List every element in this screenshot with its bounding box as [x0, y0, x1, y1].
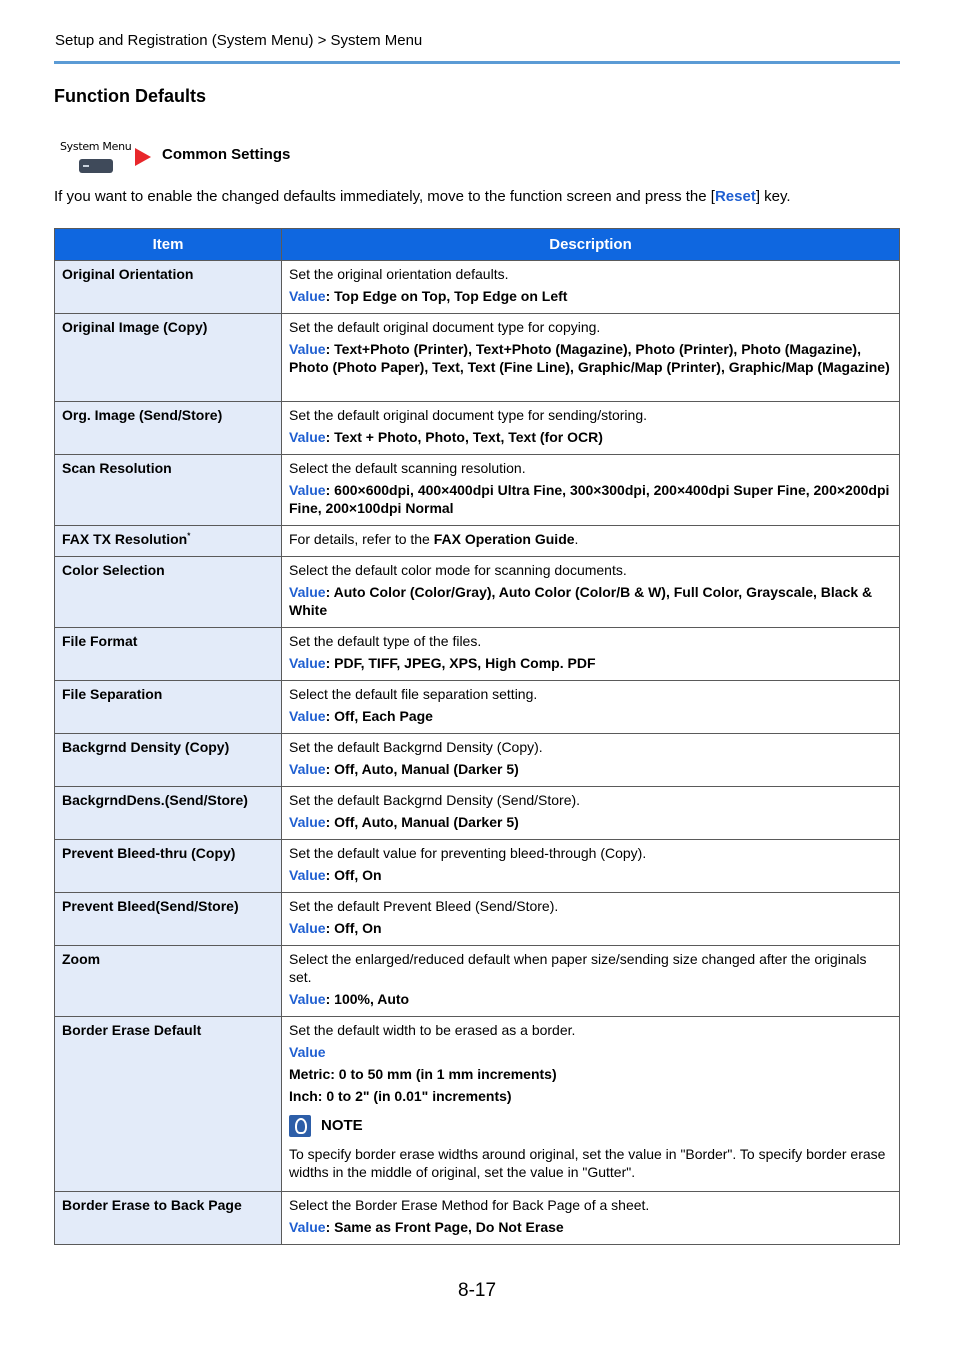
- inch-range: Inch: 0 to 2" (in 0.01" increments): [289, 1088, 512, 1104]
- value-line: Value: Off, Auto, Manual (Darker 5): [289, 814, 519, 830]
- table-row: [55, 734, 900, 787]
- value-line: Value: Text + Photo, Photo, Text, Text (for OCR): [289, 429, 603, 445]
- row-description: [282, 681, 900, 734]
- row-description: [282, 734, 900, 787]
- guide-reference: FAX Operation Guide: [433, 531, 575, 547]
- nav-target: Common Settings: [162, 146, 291, 163]
- row-item: Scan Resolution: [55, 455, 282, 526]
- metric-range: Metric: 0 to 50 mm (in 1 mm increments): [289, 1066, 557, 1082]
- value-line: Value: Auto Color (Color/Gray), Auto Color (Color/B & W), Full Color, Grayscale, Black & White: [289, 584, 873, 618]
- value-label: Value: [289, 1219, 326, 1235]
- desc-text: Set the default Prevent Bleed (Send/Store).: [289, 898, 559, 914]
- value-label: Value: [289, 1044, 326, 1060]
- value-text: PDF, TIFF, JPEG, XPS, High Comp. PDF: [334, 655, 596, 671]
- value-label: Value: [289, 920, 326, 936]
- page-number: 8-17: [458, 1280, 497, 1301]
- row-item: Border Erase to Back Page: [55, 1192, 282, 1245]
- breadcrumb: Setup and Registration (System Menu) > System Menu: [55, 32, 423, 49]
- desc-text: Select the default file separation setting.: [289, 686, 538, 702]
- value-label: Value: [289, 761, 326, 777]
- value-text: Text+Photo (Printer), Text+Photo (Magazine), Photo (Printer), Photo (Magazine), Photo (Photo Paper), Text, Text (Fine Line), Graphic/Map (Printer), Graphic/Map (Magazine): [289, 341, 890, 375]
- table-row: [55, 557, 900, 628]
- value-text: Same as Front Page, Do Not Erase: [334, 1219, 564, 1235]
- value-label: Value: [289, 341, 326, 357]
- arrow-right-icon: [135, 148, 151, 166]
- value-text: Off, Each Page: [334, 708, 433, 724]
- nav-path: [60, 140, 360, 176]
- row-item: BackgrndDens.(Send/Store): [55, 787, 282, 840]
- desc-text: Set the original orientation defaults.: [289, 266, 509, 282]
- function-defaults-table: [54, 228, 900, 1245]
- value-label: Value: [289, 708, 326, 724]
- value-label: Value: [289, 991, 326, 1007]
- value-label: Value: [289, 814, 326, 830]
- row-item: File Format: [55, 628, 282, 681]
- value-line: Value: PDF, TIFF, JPEG, XPS, High Comp. PDF: [289, 655, 596, 671]
- value-label: Value: [289, 482, 326, 498]
- footnote-mark: *: [187, 531, 191, 541]
- value-text: Off, Auto, Manual (Darker 5): [334, 761, 519, 777]
- table-row: [55, 946, 900, 1017]
- value-text: 600×600dpi, 400×400dpi Ultra Fine, 300×300dpi, 200×400dpi Super Fine, 200×200dpi Fine, 200×100dpi Normal: [289, 482, 890, 516]
- table-row: [55, 402, 900, 455]
- table-row: [55, 526, 900, 557]
- intro-before: If you want to enable the changed defaults immediately, move to the function screen and press the [: [54, 188, 715, 205]
- desc-text: Set the default value for preventing bleed-through (Copy).: [289, 845, 647, 861]
- value-text: Off, Auto, Manual (Darker 5): [334, 814, 519, 830]
- row-description: [282, 557, 900, 628]
- value-text: Text + Photo, Photo, Text, Text (for OCR): [334, 429, 603, 445]
- value-label: Value: [289, 584, 326, 600]
- row-item: Zoom: [55, 946, 282, 1017]
- table-row: [55, 314, 900, 402]
- table-row: [55, 893, 900, 946]
- reset-key: Reset: [714, 188, 756, 205]
- header-description: Description: [282, 229, 900, 261]
- desc-text: Set the default original document type for copying.: [289, 319, 601, 335]
- row-item: Org. Image (Send/Store): [55, 402, 282, 455]
- row-item: File Separation: [55, 681, 282, 734]
- system-menu-key-label: System Menu: [60, 140, 132, 153]
- row-description: [282, 840, 900, 893]
- row-description: [282, 946, 900, 1017]
- header-item: Item: [55, 229, 282, 261]
- row-description: [282, 628, 900, 681]
- note-text: To specify border erase widths around original, set the value in "Border". To specify border erase widths in the middle of original, set the value in "Gutter".: [289, 1146, 886, 1180]
- table-row: [55, 787, 900, 840]
- desc-text: Select the default scanning resolution.: [289, 460, 526, 476]
- value-label: Value: [289, 429, 326, 445]
- row-description: [282, 893, 900, 946]
- value-line: Value: Top Edge on Top, Top Edge on Left: [289, 288, 568, 304]
- value-line: Value: Same as Front Page, Do Not Erase: [289, 1219, 564, 1235]
- row-item: Prevent Bleed-thru (Copy): [55, 840, 282, 893]
- row-description: [282, 787, 900, 840]
- table-row: [55, 1192, 900, 1245]
- value-line: Value: Off, On: [289, 920, 382, 936]
- value-line: Value: 100%, Auto: [289, 991, 410, 1007]
- table-header-row: [55, 229, 900, 261]
- value-label: Value: [289, 288, 326, 304]
- row-item: Prevent Bleed(Send/Store): [55, 893, 282, 946]
- row-item: [55, 526, 282, 557]
- section-title: Function Defaults: [54, 86, 206, 106]
- row-item-label: FAX TX Resolution: [62, 531, 188, 547]
- value-text: 100%, Auto: [334, 991, 410, 1007]
- value-line: Value: Off, On: [289, 867, 382, 883]
- desc-text: Set the default Backgrnd Density (Send/Store).: [289, 792, 581, 808]
- desc-text: For details, refer to the: [289, 531, 434, 547]
- header-rule: [54, 61, 900, 64]
- value-text: Top Edge on Top, Top Edge on Left: [334, 288, 568, 304]
- value-label: Value: [289, 867, 326, 883]
- desc-text: Set the default original document type for sending/storing.: [289, 407, 647, 423]
- note-label: NOTE: [321, 1117, 363, 1134]
- value-line: Value: Off, Auto, Manual (Darker 5): [289, 761, 519, 777]
- table-row: [55, 628, 900, 681]
- row-item: Backgrnd Density (Copy): [55, 734, 282, 787]
- table-row: [55, 455, 900, 526]
- value-line: Value: 600×600dpi, 400×400dpi Ultra Fine, 300×300dpi, 200×400dpi Super Fine, 200×200dpi Fine, 200×100dpi Normal: [289, 482, 890, 516]
- value-text: Auto Color (Color/Gray), Auto Color (Color/B & W), Full Color, Grayscale, Black & White: [289, 584, 873, 618]
- desc-text: Set the default width to be erased as a border.: [289, 1022, 576, 1038]
- row-item: Color Selection: [55, 557, 282, 628]
- row-description: [282, 526, 900, 557]
- value-line: Value: Off, Each Page: [289, 708, 433, 724]
- intro-text: [54, 188, 791, 205]
- table-row: [55, 840, 900, 893]
- row-item: Original Orientation: [55, 261, 282, 314]
- row-description: [282, 1192, 900, 1245]
- desc-text-end: .: [574, 531, 579, 547]
- row-description: [282, 314, 900, 402]
- row-description: [282, 455, 900, 526]
- desc-text: Select the default color mode for scanning documents.: [289, 562, 627, 578]
- row-item: Border Erase Default: [55, 1017, 282, 1192]
- value-label: Value: [289, 655, 326, 671]
- desc-text: Select the Border Erase Method for Back Page of a sheet.: [289, 1197, 650, 1213]
- system-menu-key-icon: [79, 159, 113, 173]
- value-line: Value: Text+Photo (Printer), Text+Photo (Magazine), Photo (Printer), Photo (Magazine), Photo (Photo Paper), Text, Text (Fine Line), Graphic/Map (Printer), Graphic/Map (Magazine): [289, 341, 890, 375]
- row-description: [282, 261, 900, 314]
- note-icon: [289, 1115, 311, 1137]
- note-header: [289, 1115, 892, 1137]
- row-description: [282, 402, 900, 455]
- row-item: Original Image (Copy): [55, 314, 282, 402]
- desc-text: Select the enlarged/reduced default when paper size/sending size changed after the originals set.: [289, 951, 867, 985]
- table-row: [55, 261, 900, 314]
- value-text: Off, On: [334, 920, 382, 936]
- table-row: [55, 1017, 900, 1192]
- intro-after: ] key.: [755, 188, 791, 205]
- value-text: Off, On: [334, 867, 382, 883]
- table-row: [55, 681, 900, 734]
- desc-text: Set the default Backgrnd Density (Copy).: [289, 739, 543, 755]
- desc-text: Set the default type of the files.: [289, 633, 482, 649]
- row-description: [282, 1017, 900, 1192]
